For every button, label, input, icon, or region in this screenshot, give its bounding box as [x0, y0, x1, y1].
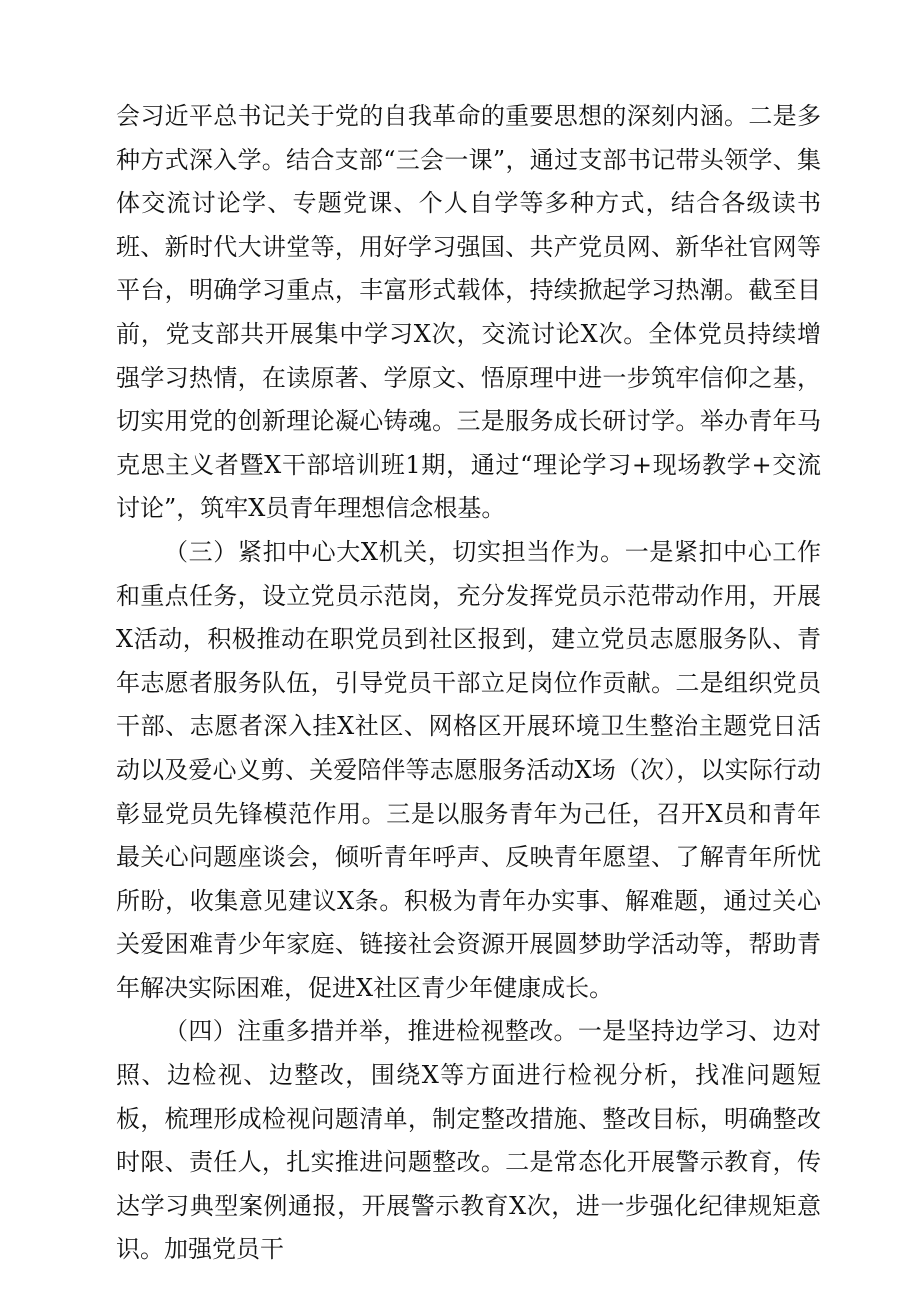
paragraph-section-3: （三）紧扣中心大X机关，切实担当作为。一是紧扣中心工作和重点任务，设立党员示范岗，充分发挥党员示范带动作用，开展X活动，积极推动在职党员到社区报到，建立党员志愿服务队、青年志愿者服务队伍，引导党员干部立足岗位作贡献。二是组织党员干部、志愿者深入挂X社区、网格区开展环境卫生整治主题党日活动以及爱心义剪、关爱陪伴等志愿服务活动X场（次），以实际行动彰显党员先锋模范作用。三是以服务青年为己任，召开X员和青年最关心问题座谈会，倾听青年呼声、反映青年愿望、了解青年所忧所盼，收集意见建议X条。积极为青年办实事、解难题，通过关心关爱困难青少年家庭、链接社会资源开展圆梦助学活动等，帮助青年解决实际困难，促进X社区青少年健康成长。 [116, 537, 821, 1002]
paragraph-continuation: 会习近平总书记关于党的自我革命的重要思想的深刻内涵。二是多种方式深入学。结合支部“三会一课”，通过支部书记带头领学、集体交流讨论学、专题党课、个人自学等多种方式，结合各级读书班、新时代大讲堂等，用好学习强国、共产党员网、新华社官网等平台，明确学习重点，丰富形式载体，持续掀起学习热潮。截至目前，党支部共开展集中学习X次，交流讨论X次。全体党员持续增强学习热情，在读原著、学原文、悟原理中进一步筑牢信仰之基，切实用党的创新理论凝心铸魂。三是服务成长研讨学。举办青年马克思主义者暨X干部培训班1期，通过“理论学习+现场教学+交流讨论”，筑牢X员青年理想信念根基。 [116, 102, 821, 523]
document-body [116, 95, 821, 1272]
paragraph-section-4: （四）注重多措并举，推进检视整改。一是坚持边学习、边对照、边检视、边整改，围绕X等方面进行检视分析，找准问题短板，梳理形成检视问题清单，制定整改措施、整改目标，明确整改时限、责任人，扎实推进问题整改。二是常态化开展警示教育，传达学习典型案例通报，开展警示教育X次，进一步强化纪律规矩意识。加强党员干 [116, 1017, 821, 1264]
